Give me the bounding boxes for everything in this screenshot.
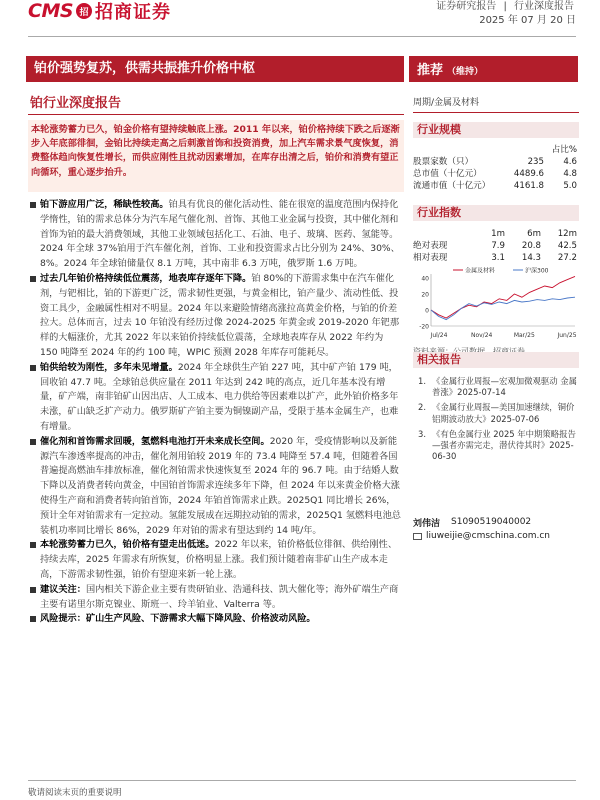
bullet-text: 铂 80%的下游需求集中在汽车催化剂，与钯相比，铂的下游更广泛，需求韧性更强，与黄金相比，铂产量少、流动性低、投资工具少，金融属性相对不明显。2024 年以来避险情绪高涨拉高黄金价格，与铂的价差拉大。总体而言，过去 10 年铂没有经历过像 2024-2025 年黄金或 2019-2020 年钯那样的大幅涨价，尤其 2022 年以来铂价持续低位震荡，全球地表库存从 2022 年约为 150 吨降至 2024 年的约 100 吨，WPIC 预测 2028 年库存可能耗尽。 <box>40 272 400 358</box>
y-tick-label: 20 <box>421 291 429 299</box>
footer-note: 敬请阅读末页的重要说明 <box>28 788 122 798</box>
row-label: 相对表现 <box>413 253 448 263</box>
row-pct: 4.8 <box>563 169 577 179</box>
email-icon <box>413 533 422 540</box>
report-title: 铂价强势复苏，供需共振推升价格中枢 <box>26 56 404 82</box>
rating-label: 推荐 <box>417 63 444 78</box>
bullet-text: 2020 年，受疫情影响以及新能源汽车渗透率提高的冲击，催化剂用铂较 2019 年的 73.4 吨降至 57.4 吨，但随着各国普遍提高燃油车排放标准，催化剂铂需求快速恢复至 2024 年的 96.7 吨。由于结婚人数下降以及消费者转向黄金，中国铂首饰需求连续多年下降，但 2024 年以来黄金价格大涨使得生产商和消费者转向铂首饰，2024 年铂首饰需求止跌。2025Q1 同比增长 26%，预计全年对铂需求有一定拉动。氢能发展成在远期拉动铂的需求，2025Q1 氢燃料电池总装机功率同比增长 86%，2029 年对铂的需求有望达到约 14 吨/年。 <box>40 435 401 536</box>
row-value: 4489.6 <box>513 169 544 179</box>
bullet-icon <box>30 616 36 622</box>
report-date: 2025 年 07 月 20 日 <box>479 15 576 26</box>
series-line-2 <box>431 297 575 319</box>
list-item <box>30 583 402 613</box>
bullet-text: 国内相关下游企业主要有贵研铂业、浩通科技、凯大催化等；海外矿端生产商主要有诺里尔斯克镍业、斯班一、玲羊铂业、Valterra 等。 <box>40 583 399 610</box>
header-divider <box>28 36 576 37</box>
bullet-icon <box>30 587 36 593</box>
list-item <box>30 538 402 582</box>
row-value: 4161.8 <box>513 181 544 191</box>
row-label: 流通市值（十亿元） <box>413 181 491 191</box>
bullet-heading: 本轮涨势蓄力已久，铂价格有望走出低迷。 <box>40 539 215 551</box>
row-label: 股票家数（只） <box>413 157 474 167</box>
bullet-icon <box>30 276 36 282</box>
analyst-email[interactable]: liuweijie@cmschina.com.cn <box>426 531 551 541</box>
cell: 7.9 <box>491 241 505 251</box>
bullet-heading: 建议关注： <box>40 583 86 595</box>
list-item <box>30 612 402 627</box>
report-type: 证券研究报告 <box>436 1 497 12</box>
list-item <box>30 435 402 539</box>
y-tick-label: -20 <box>419 323 429 331</box>
table-header <box>413 228 579 240</box>
chart-svg <box>413 266 579 340</box>
table-row <box>413 180 579 192</box>
related-reports-list <box>418 376 578 466</box>
report-category: 行业深度报告 <box>514 1 574 12</box>
col-12m: 12m <box>557 229 577 239</box>
cell: 27.2 <box>557 253 577 263</box>
bullet-heading: 过去几年铂价格持续低位震荡，地表库存逐年下降。 <box>40 272 252 284</box>
legend-label: 金属及材料 <box>465 267 496 275</box>
header-meta <box>434 0 576 28</box>
table-row <box>413 168 579 180</box>
bullet-heading: 风险提示：矿山生产风险、下游需求大幅下降风险、价格波动风险。 <box>40 613 316 625</box>
rating-sub: （维持） <box>447 67 484 77</box>
bullet-icon <box>30 202 36 208</box>
header-separator: | <box>503 1 507 12</box>
rating-box <box>409 56 578 82</box>
row-pct: 4.6 <box>563 157 577 167</box>
legend-label: 沪深300 <box>525 267 549 275</box>
series-line-1 <box>431 276 575 318</box>
index-chart <box>413 266 579 340</box>
list-item[interactable]: 1. 《金属行业周报—宏观加微观驱动 金属普涨》2025-07-14 <box>418 376 578 398</box>
cell: 3.1 <box>491 253 505 263</box>
cell: 20.8 <box>521 241 541 251</box>
bullet-heading: 铂供给较为刚性，多年未见增量。 <box>40 361 178 373</box>
list-item <box>30 361 402 435</box>
cell: 42.5 <box>557 241 577 251</box>
row-label: 绝对表现 <box>413 241 448 251</box>
summary-box: 本轮涨势蓄力已久，铂金价格有望持续触底上涨。2011 年以来，铂价格持续下跌之后逐渐步入年底部徘徊，金铂比持续走高之后刺激首饰和投资消费，加上汽车需求景气度恢复，消费整体趋向恢复性增长，而供应刚性且扰动因素增加，在库存出清之后，铂价和消费有望正向循环，重心逐步抬升。 <box>28 120 404 192</box>
row-pct: 5.0 <box>563 181 577 191</box>
bullet-text: 2024 年全球供生产铂 227 吨，其中矿产铂 179 吨，回收铂 47.7 吨。全球铂总供应量在 2011 年达到 242 吨的高点，近几年基本没有增量，矿产端，南非铂矿山因出店、人工成本、电力供给等因素难以扩产，此外铂价格多年未涨，矿山缺乏扩产动力。俄罗斯矿产铂主要为铜镍副产品，受限于基本金属生产，也难有增量。 <box>40 361 399 432</box>
x-tick-label: Jul/24 <box>430 332 448 339</box>
col-6m: 6m <box>527 229 541 239</box>
y-tick-label: 40 <box>421 275 429 283</box>
industry-index-title: 行业指数 <box>413 205 579 221</box>
related-report-link[interactable]: 《金属行业周报—美国加速继续，铜价铝期波动放大》2025-07-06 <box>432 402 575 424</box>
list-item[interactable]: 3. 《有色金属行业 2025 年中期策略报告—强者亦需完走，潜伏待其时》2025-06-30 <box>418 429 578 463</box>
bullet-text: 2022 年以来，铂价格低位徘徊、供给刚性、持续去库，2025 年需求有所恢复，价格明显上涨。我们预计随着南非矿山生产成本走高，下游需求韧性强，铂价有望迎来新一轮上涨。 <box>40 539 398 580</box>
related-reports-title: 相关报告 <box>413 352 579 368</box>
y-tick-label: 0 <box>425 307 429 315</box>
table-row <box>413 156 579 168</box>
industry-label: 周期/金属及材料 <box>413 98 480 108</box>
bullet-icon <box>30 439 36 445</box>
list-item <box>30 198 402 272</box>
table-row <box>413 252 579 264</box>
industry-divider <box>413 112 579 113</box>
x-tick-label: Jun/25 <box>557 332 577 339</box>
analyst-info <box>413 515 579 543</box>
analyst-name: 刘伟洁 <box>413 518 441 529</box>
x-tick-label: Mar/25 <box>513 332 535 339</box>
report-subtitle: 铂行业深度报告 <box>30 96 122 111</box>
list-item <box>30 272 402 361</box>
bullet-heading: 催化剂和首饰需求回暖，氢燃料电池打开未来成长空间。 <box>40 435 270 447</box>
industry-scale-table <box>413 144 579 192</box>
bullet-heading: 铂下游应用广泛，稀缺性较高。 <box>40 199 169 210</box>
footer-divider <box>28 780 576 781</box>
x-tick-label: Nov/24 <box>470 332 493 339</box>
logo-cms-text: CMS <box>28 0 74 22</box>
cell: 14.3 <box>521 253 541 263</box>
related-report-link[interactable]: 《有色金属行业 2025 年中期策略报告—强者亦需完走，潜伏待其时》2025-06-30 <box>432 428 576 462</box>
row-value: 235 <box>527 157 544 167</box>
company-logo <box>28 0 171 22</box>
subtitle-divider <box>28 114 404 115</box>
industry-scale-title: 行业规模 <box>413 122 579 138</box>
logo-cn-text: 招商证券 <box>95 2 172 23</box>
col-1m: 1m <box>491 229 505 239</box>
bullet-icon <box>30 542 36 548</box>
bullet-text: 铂具有优良的催化活动性、能在很宽的温度范围内保持化学惰性，铂的需求总体分为汽车尾气催化剂、首饰、其他工业金属与投资，其中催化剂和首饰为铂的最大消费领域，其他工业领域包括化工、石油、电子、玻璃、医药、氢能等。2024 年全球 37%铂用于汽车催化剂，首饰、工业和投资需求占比分别为 24%、30%、8%。2024 年全球铂储量仅 8.1 万吨，其中南非 6.3 万吨，俄罗斯 1.6 万吨。 <box>40 199 400 270</box>
related-report-link[interactable]: 《金属行业周报—宏观加微观驱动 金属普涨》2025-07-14 <box>432 376 578 398</box>
row-label: 总市值（十亿元） <box>413 169 482 179</box>
list-item[interactable]: 2. 《金属行业周报—美国加速继续，铜价铝期波动放大》2025-07-06 <box>418 402 578 424</box>
bullet-icon <box>30 365 36 371</box>
analyst-cert: S1090519040002 <box>451 517 532 527</box>
pct-header: 占比% <box>551 145 577 155</box>
table-row <box>413 240 579 252</box>
bullet-list <box>30 198 402 627</box>
industry-index-table <box>413 228 579 264</box>
logo-badge-icon: 招 <box>76 3 92 19</box>
